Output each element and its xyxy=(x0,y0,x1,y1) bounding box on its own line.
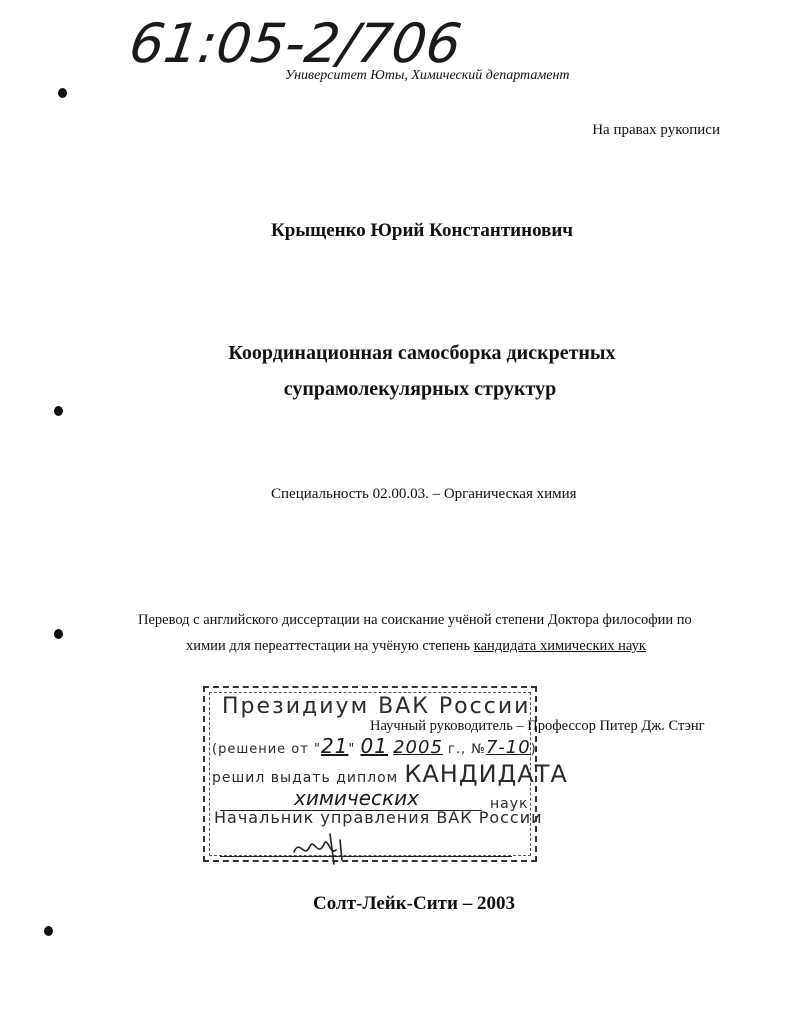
stamp-decision-line xyxy=(212,734,537,758)
decision-g: г., № xyxy=(442,742,486,757)
target-degree: кандидата химических наук xyxy=(473,638,646,654)
field-suffix: наук xyxy=(490,796,529,812)
binding-hole-2 xyxy=(54,406,63,416)
dissertation-title-line1: Координационная самосборка дискретных xyxy=(228,342,616,364)
stamp-header: Президиум ВАК России xyxy=(222,694,531,719)
decision-prefix: (решение от " xyxy=(212,742,321,757)
author-name: Крыщенко Юрий Константинович xyxy=(270,220,574,241)
decision-year: 2005 xyxy=(393,737,443,758)
manuscript-rights: На правах рукописи xyxy=(592,122,720,138)
decision-day: 21 xyxy=(320,734,349,758)
translation-note-prefix: химии для переаттестации на учёную степень xyxy=(186,638,474,654)
decision-number: 7-10 xyxy=(485,737,531,758)
handwritten-catalog-number: 61:05-2/706 xyxy=(125,12,466,75)
dissertation-title-line2: супрамолекулярных структур xyxy=(283,378,557,400)
degree-name: КАНДИДАТА xyxy=(404,760,568,788)
handwritten-signature xyxy=(290,830,360,866)
city-year: Солт-Лейк-Сити – 2003 xyxy=(313,893,515,914)
decision-close: ) xyxy=(530,742,537,757)
field-handwritten: химических xyxy=(294,786,419,810)
translation-note-line2 xyxy=(186,638,646,655)
stamp-issued-line xyxy=(212,760,568,788)
signature-underline xyxy=(220,856,512,857)
stamp-chief: Начальник управления ВАК России xyxy=(214,808,543,827)
binding-hole-4 xyxy=(44,926,53,936)
translation-note-line1: Перевод с английского диссертации на соискание учёной степени Доктора философии по xyxy=(138,612,692,628)
decision-mid: " xyxy=(348,742,361,757)
decision-month: 01 xyxy=(360,734,388,758)
issued-prefix: решил выдать диплом xyxy=(212,770,399,786)
binding-hole-3 xyxy=(54,629,63,639)
binding-hole-1 xyxy=(58,88,67,98)
specialty: Специальность 02.00.03. – Органическая химия xyxy=(271,486,577,502)
advisor: Научный руководитель – Профессор Питер Дж. Стэнг xyxy=(370,718,705,734)
institution: Университет Юты, Химический департамент xyxy=(285,68,570,83)
